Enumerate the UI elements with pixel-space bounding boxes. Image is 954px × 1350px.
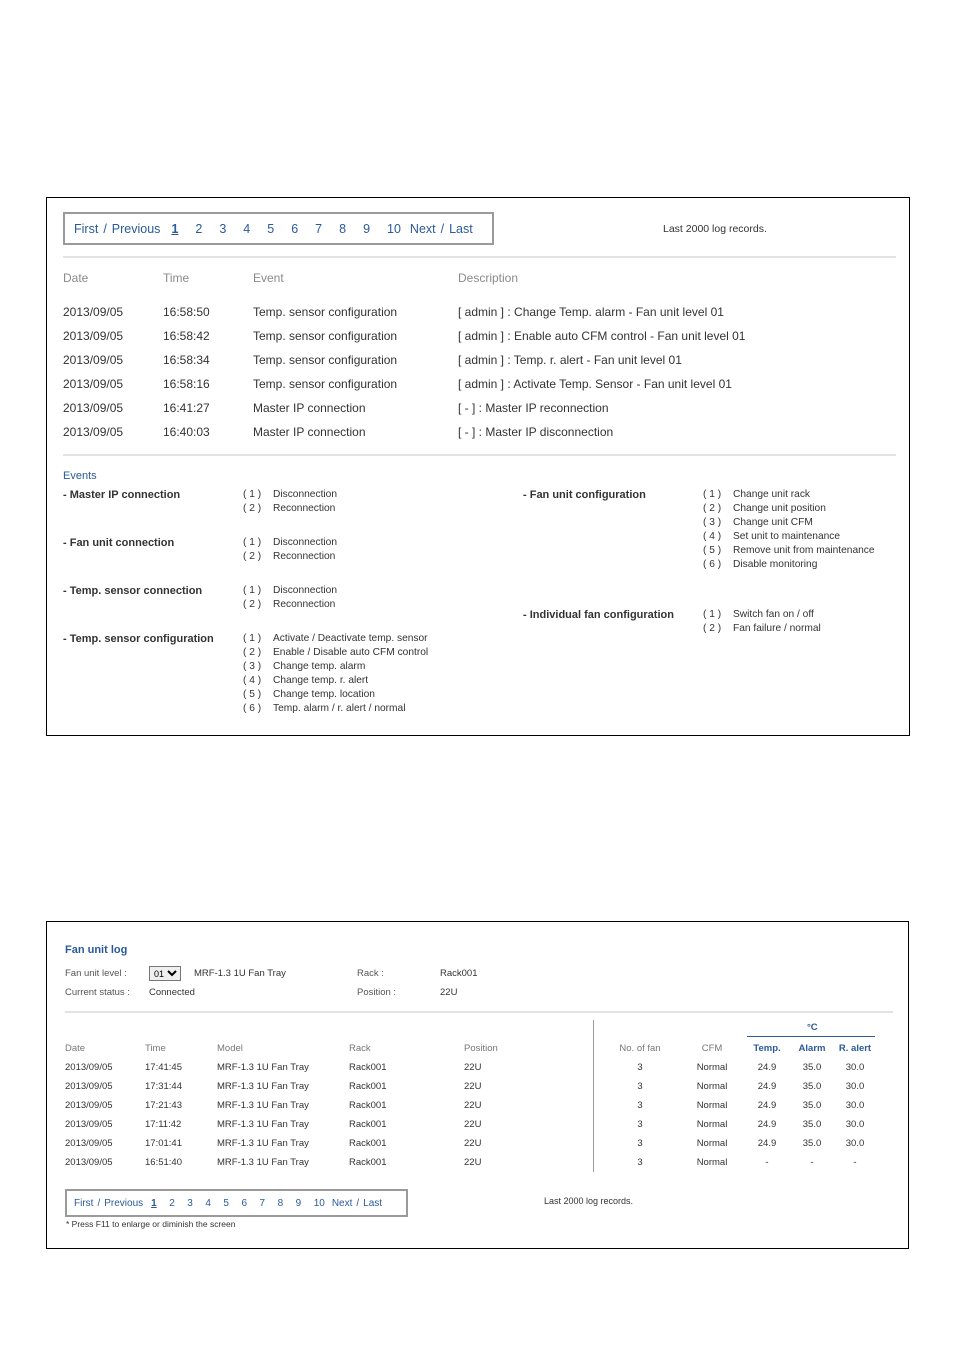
legend-item-number: ( 1 ) (703, 609, 722, 620)
legend-item-label: Disconnection (273, 537, 337, 548)
page-first-link[interactable]: First (74, 1197, 94, 1209)
fan-cell-temp: 24.9 (757, 1138, 777, 1149)
fan-cell-temp: 24.9 (757, 1062, 777, 1073)
fan-unit-level-label: Fan unit level : (65, 968, 127, 979)
page-link-3[interactable]: 3 (219, 221, 227, 236)
fan-cell-temp: 24.9 (757, 1100, 777, 1111)
position-label: Position : (357, 987, 397, 998)
log-row-description: [ admin ] : Enable auto CFM control - Fan unit level 01 (458, 329, 746, 343)
legend-item-label: Activate / Deactivate temp. sensor (273, 633, 428, 644)
legend-item-label: Change unit rack (733, 489, 811, 500)
column-header-description: Description (458, 271, 519, 285)
fan-cell-r-alert: 30.0 (845, 1081, 865, 1092)
legend-item-number: ( 3 ) (703, 517, 722, 528)
log-row-description: [ - ] : Master IP disconnection (458, 425, 614, 439)
log-row-event: Temp. sensor configuration (253, 305, 398, 319)
records-note: Last 2000 log records. (663, 223, 767, 235)
fan-cell-time: 17:11:42 (145, 1119, 182, 1130)
event-log-pagination (63, 212, 494, 245)
column-header-date: Date (63, 271, 89, 285)
fan-cell-position: 22U (464, 1100, 482, 1111)
legend-item-label: Set unit to maintenance (733, 531, 841, 542)
legend-item-number: ( 1 ) (243, 585, 262, 596)
fan-cell-temp: - (765, 1157, 769, 1168)
page-link-5[interactable]: 5 (267, 221, 275, 236)
fan-cell-no-of-fan: 3 (637, 1062, 643, 1073)
legend-item-number: ( 5 ) (703, 545, 722, 556)
log-row-event: Temp. sensor configuration (253, 329, 398, 343)
fan-cell-date: 2013/09/05 (65, 1062, 113, 1073)
log-row-event: Master IP connection (253, 401, 366, 415)
fan-column-header-no-of-fan: No. of fan (619, 1043, 661, 1054)
log-row-time: 16:58:50 (163, 305, 210, 319)
fan-cell-cfm: Normal (696, 1100, 728, 1111)
legend-item-label: Disconnection (273, 585, 337, 596)
page-link-8[interactable]: 8 (339, 221, 347, 236)
log-row-event: Master IP connection (253, 425, 366, 439)
legend-item-number: ( 6 ) (703, 559, 722, 570)
fan-records-note: Last 2000 log records. (544, 1196, 634, 1206)
fan-cell-no-of-fan: 3 (637, 1100, 643, 1111)
legend-category: - Temp. sensor connection (63, 585, 203, 597)
fan-unit-log-panel (46, 921, 909, 1249)
page-link-6[interactable]: 6 (241, 1197, 248, 1209)
page-link-4[interactable]: 4 (205, 1197, 211, 1209)
log-row-date: 2013/09/05 (63, 329, 124, 343)
fan-cell-alarm: 35.0 (802, 1100, 822, 1111)
legend-item-number: ( 2 ) (703, 623, 722, 634)
legend-item-number: ( 4 ) (243, 675, 262, 686)
page-link-10[interactable]: 10 (387, 221, 401, 236)
events-legend-title: Events (63, 470, 97, 482)
page-separator: / (440, 221, 445, 236)
fan-cell-r-alert: 30.0 (845, 1138, 865, 1149)
rack-label: Rack : (357, 968, 384, 979)
fan-cell-model: MRF-1.3 1U Fan Tray (217, 1157, 309, 1168)
legend-category: - Fan unit connection (63, 537, 175, 549)
page-previous-link[interactable]: Previous (104, 1197, 144, 1209)
fan-cell-date: 2013/09/05 (65, 1157, 113, 1168)
log-row-time: 16:58:34 (163, 353, 210, 367)
page-link-9[interactable]: 9 (295, 1197, 302, 1209)
page-current[interactable]: 1 (171, 221, 179, 236)
fan-cell-time: 17:41:45 (145, 1062, 182, 1073)
log-row-description: [ admin ] : Activate Temp. Sensor - Fan unit level 01 (458, 377, 732, 391)
fan-cell-alarm: - (810, 1157, 814, 1168)
page-current[interactable]: 1 (151, 1197, 157, 1209)
column-header-time: Time (163, 271, 190, 285)
log-row-date: 2013/09/05 (63, 305, 124, 319)
fan-column-header-cfm: CFM (701, 1043, 723, 1054)
fan-cell-position: 22U (464, 1062, 482, 1073)
legend-item-number: ( 2 ) (243, 503, 262, 514)
page-link-7[interactable]: 7 (315, 221, 323, 236)
fan-cell-position: 22U (464, 1138, 482, 1149)
fan-cell-rack: Rack001 (349, 1062, 387, 1073)
fan-cell-cfm: Normal (696, 1138, 728, 1149)
legend-category: - Temp. sensor configuration (63, 633, 214, 645)
fan-column-header-temp: Temp. (753, 1043, 781, 1054)
legend-item-label: Switch fan on / off (733, 609, 814, 620)
fan-cell-time: 17:01:41 (145, 1138, 182, 1149)
log-row-time: 16:58:16 (163, 377, 210, 391)
page-first-link[interactable]: First (74, 221, 99, 236)
page-link-9[interactable]: 9 (363, 221, 371, 236)
fan-cell-rack: Rack001 (349, 1138, 387, 1149)
legend-item-number: ( 2 ) (703, 503, 722, 514)
page-number-list (157, 1198, 325, 1209)
divider (63, 454, 896, 456)
fan-cell-date: 2013/09/05 (65, 1138, 113, 1149)
page-separator: / (356, 1197, 360, 1209)
log-row-description: [ admin ] : Temp. r. alert - Fan unit level 01 (458, 353, 682, 367)
current-status-label: Current status : (65, 987, 130, 998)
divider (65, 1011, 893, 1013)
log-row-date: 2013/09/05 (63, 353, 124, 367)
fan-cell-r-alert: 30.0 (845, 1062, 865, 1073)
fan-cell-date: 2013/09/05 (65, 1119, 113, 1130)
fan-column-header-position: Position (464, 1043, 498, 1054)
legend-item-label: Change temp. alarm (273, 661, 366, 672)
fan-cell-alarm: 35.0 (802, 1062, 822, 1073)
fan-unit-level-select[interactable] (149, 966, 181, 981)
column-header-event: Event (253, 271, 284, 285)
fan-cell-cfm: Normal (696, 1062, 728, 1073)
fan-unit-log-title: Fan unit log (65, 944, 128, 956)
fan-cell-rack: Rack001 (349, 1119, 387, 1130)
fan-column-header-r-alert: R. alert (838, 1043, 872, 1054)
fan-column-header-date: Date (65, 1043, 86, 1054)
fan-cell-time: 17:21:43 (145, 1100, 182, 1111)
position-value: 22U (440, 987, 458, 998)
log-row-event: Temp. sensor configuration (253, 377, 398, 391)
page-link-10[interactable]: 10 (313, 1197, 325, 1209)
log-row-date: 2013/09/05 (63, 425, 124, 439)
fan-unit-model: MRF-1.3 1U Fan Tray (194, 968, 286, 979)
current-status-value: Connected (149, 987, 195, 998)
fan-cell-model: MRF-1.3 1U Fan Tray (217, 1119, 309, 1130)
legend-item-label: Reconnection (273, 503, 336, 514)
fan-column-header-rack: Rack (349, 1043, 371, 1054)
fan-cell-time: 16:51:40 (145, 1157, 182, 1168)
legend-item-label: Reconnection (273, 551, 336, 562)
page-number-list (178, 222, 401, 236)
legend-item-number: ( 1 ) (243, 537, 262, 548)
fan-cell-r-alert: 30.0 (845, 1100, 865, 1111)
fan-cell-cfm: Normal (696, 1081, 728, 1092)
log-row-date: 2013/09/05 (63, 377, 124, 391)
legend-item-number: ( 2 ) (243, 599, 262, 610)
fan-cell-cfm: Normal (696, 1119, 728, 1130)
legend-category: - Individual fan configuration (523, 609, 674, 621)
divider (63, 256, 896, 258)
fan-column-header-alarm: Alarm (798, 1043, 826, 1054)
legend-item-label: Change temp. r. alert (273, 675, 369, 686)
fan-cell-alarm: 35.0 (802, 1081, 822, 1092)
legend-item-label: Disconnection (273, 489, 337, 500)
fan-cell-alarm: 35.0 (802, 1138, 822, 1149)
legend-item-label: Change unit CFM (733, 517, 813, 528)
celsius-underline (747, 1036, 875, 1037)
fan-cell-no-of-fan: 3 (637, 1157, 643, 1168)
legend-item-number: ( 3 ) (243, 661, 262, 672)
legend-item-number: ( 1 ) (243, 489, 262, 500)
page-link-6[interactable]: 6 (291, 221, 299, 236)
legend-item-number: ( 2 ) (243, 551, 262, 562)
page-separator: / (103, 221, 107, 236)
fan-cell-position: 22U (464, 1081, 482, 1092)
legend-item-label: Enable / Disable auto CFM control (273, 647, 429, 658)
page-next-link[interactable]: Next (409, 221, 436, 236)
legend-item-label: Disable monitoring (733, 559, 818, 570)
legend-item-number: ( 2 ) (243, 647, 262, 658)
fan-cell-rack: Rack001 (349, 1081, 387, 1092)
page-separator: / (97, 1197, 101, 1209)
log-row-time: 16:40:03 (163, 425, 210, 439)
fan-log-pagination (65, 1189, 408, 1217)
fan-cell-no-of-fan: 3 (637, 1081, 643, 1092)
log-row-event: Temp. sensor configuration (253, 353, 398, 367)
fan-cell-rack: Rack001 (349, 1157, 387, 1168)
legend-item-label: Remove unit from maintenance (733, 545, 875, 556)
page-previous-link[interactable]: Previous (111, 221, 161, 236)
fan-cell-cfm: Normal (696, 1157, 728, 1168)
fan-cell-temp: 24.9 (757, 1081, 777, 1092)
fan-cell-time: 17:31:44 (145, 1081, 182, 1092)
fan-column-header-time: Time (145, 1043, 166, 1054)
fan-column-header-model: Model (217, 1043, 243, 1054)
log-row-time: 16:41:27 (163, 401, 210, 415)
legend-category: - Fan unit configuration (523, 489, 646, 501)
log-row-date: 2013/09/05 (63, 401, 124, 415)
fan-cell-no-of-fan: 3 (637, 1138, 643, 1149)
fan-cell-position: 22U (464, 1157, 482, 1168)
celsius-header: °C (807, 1022, 818, 1033)
legend-item-number: ( 6 ) (243, 703, 262, 714)
fan-cell-model: MRF-1.3 1U Fan Tray (217, 1081, 309, 1092)
page-link-7[interactable]: 7 (259, 1197, 266, 1209)
event-log-panel (46, 197, 910, 736)
footnote: * Press F11 to enlarge or diminish the screen (66, 1219, 236, 1229)
fan-cell-date: 2013/09/05 (65, 1081, 113, 1092)
fan-cell-rack: Rack001 (349, 1100, 387, 1111)
log-row-description: [ - ] : Master IP reconnection (458, 401, 609, 415)
page-next-link[interactable]: Next (331, 1197, 353, 1209)
legend-item-number: ( 1 ) (243, 633, 262, 644)
log-row-description: [ admin ] : Change Temp. alarm - Fan unit level 01 (458, 305, 724, 319)
fan-cell-date: 2013/09/05 (65, 1100, 113, 1111)
fan-cell-model: MRF-1.3 1U Fan Tray (217, 1062, 309, 1073)
legend-item-number: ( 4 ) (703, 531, 722, 542)
fan-cell-r-alert: 30.0 (845, 1119, 865, 1130)
page-link-8[interactable]: 8 (277, 1197, 284, 1209)
fan-cell-position: 22U (464, 1119, 482, 1130)
fan-cell-model: MRF-1.3 1U Fan Tray (217, 1100, 309, 1111)
page-link-4[interactable]: 4 (243, 221, 251, 236)
fan-cell-temp: 24.9 (757, 1119, 777, 1130)
legend-item-number: ( 1 ) (703, 489, 722, 500)
legend-item-label: Change unit position (733, 503, 826, 514)
log-row-time: 16:58:42 (163, 329, 210, 343)
legend-category: - Master IP connection (63, 489, 181, 501)
page-link-2[interactable]: 2 (169, 1197, 175, 1209)
fan-cell-model: MRF-1.3 1U Fan Tray (217, 1138, 309, 1149)
legend-item-number: ( 5 ) (243, 689, 262, 700)
rack-value: Rack001 (440, 968, 478, 979)
legend-item-label: Fan failure / normal (733, 623, 821, 634)
legend-item-label: Reconnection (273, 599, 336, 610)
page-link-3[interactable]: 3 (187, 1197, 193, 1209)
fan-cell-no-of-fan: 3 (637, 1119, 643, 1130)
page-link-2[interactable]: 2 (195, 221, 203, 236)
fan-cell-alarm: 35.0 (802, 1119, 822, 1130)
page-last-link[interactable]: Last (449, 221, 473, 236)
column-divider (593, 1020, 594, 1172)
legend-item-label: Temp. alarm / r. alert / normal (273, 703, 406, 714)
page-link-5[interactable]: 5 (223, 1197, 229, 1209)
fan-cell-r-alert: - (853, 1157, 857, 1168)
legend-item-label: Change temp. location (273, 689, 375, 700)
page-last-link[interactable]: Last (363, 1197, 383, 1209)
